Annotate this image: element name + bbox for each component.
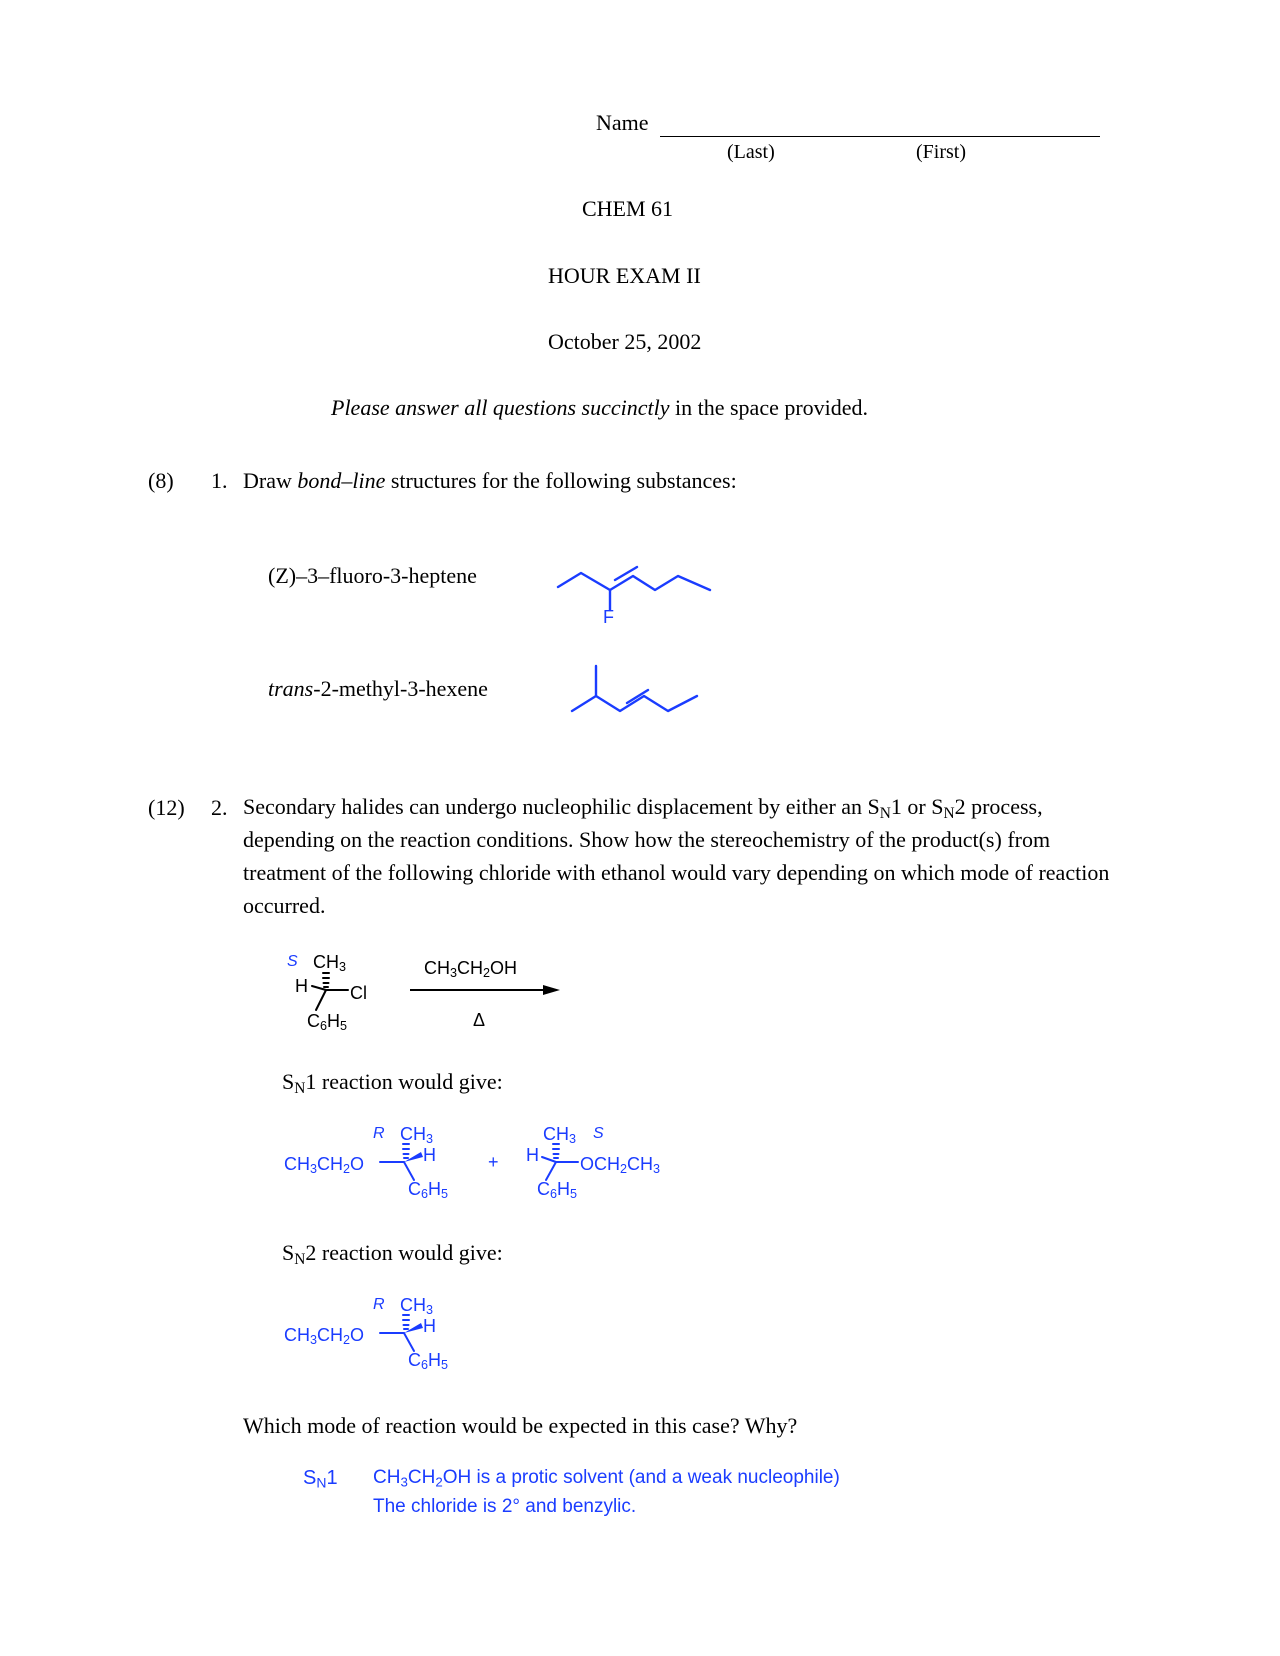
- sn1-label: $S_N1$ reaction would give:: [282, 1069, 503, 1097]
- q1-prompt-c: structures for the following substances:: [385, 468, 737, 493]
- q2-points: (12): [148, 795, 185, 820]
- plus-sign: +: [488, 1152, 499, 1172]
- course-title: CHEM 61: [582, 196, 674, 221]
- last-name-caption: (Last): [727, 141, 775, 163]
- sn1-product-s-config: S: [593, 1125, 604, 1142]
- sn1-product-r-config: R: [373, 1125, 385, 1142]
- q1-number: 1.: [211, 468, 228, 493]
- sn1-product-s-right: $OCH_2CH_3$: [580, 1154, 661, 1177]
- q2-sub-n1: N: [879, 804, 891, 822]
- answer-line-2: The chloride is 2° and benzylic.: [373, 1496, 637, 1517]
- reactant-bottom: $C_6H_5$: [307, 1011, 348, 1034]
- q2-prompt-c: 2 process, depending on the reaction conditions. Show how the stereochemistry of the product(s) from treatment of the following chloride with ethanol would vary depending on which mode of reaction occurred.: [243, 794, 1110, 918]
- q2-prompt-b: 1 or S: [890, 794, 944, 819]
- q2-sub-n2: N: [943, 804, 955, 822]
- q1-item-hexene-italic: trans: [268, 676, 314, 701]
- sn1-product-r-bottom: $C_6H_5$: [408, 1179, 449, 1202]
- sn2-product-r-bottom: $C_6H_5$: [408, 1350, 449, 1373]
- sn2-product-r-config: R: [373, 1296, 385, 1313]
- q2-prompt-a: Secondary halides can undergo nucleophilic displacement by either an S: [243, 794, 880, 819]
- answer-line-1: $CH_3CH_2OH$ is a protic solvent (and a weak nucleophile): [373, 1467, 840, 1490]
- q1-item-hexene-rest: -2-methyl-3-hexene: [313, 676, 488, 701]
- reactant-cl: Cl: [350, 983, 367, 1003]
- heat-symbol: Δ: [473, 1010, 486, 1030]
- instructions-rest: in the space provided.: [669, 395, 869, 420]
- answer-mode: $S_N1$: [303, 1467, 338, 1491]
- sn1-product-r-top: $CH_3$: [400, 1124, 434, 1147]
- q2-number: 2.: [211, 795, 228, 820]
- exam-date: October 25, 2002: [548, 329, 702, 354]
- q1-item-heptene: (Z)–3–fluoro-3-heptene: [268, 563, 477, 588]
- sn1-product-s-bottom: $C_6H_5$: [537, 1179, 578, 1202]
- sn2-product-r-left: $CH_3CH_2O$: [284, 1325, 365, 1348]
- reactant-top: $CH_3$: [313, 952, 347, 975]
- instructions-emphasis: Please answer all questions succinctly: [331, 395, 670, 420]
- sn2-product-r-h: H: [423, 1316, 436, 1336]
- sn1-product-s-top: $CH_3$: [543, 1124, 577, 1147]
- first-name-caption: (First): [916, 141, 966, 163]
- q2-followup-question: Which mode of reaction would be expected in this case? Why?: [243, 1413, 798, 1438]
- q1-points: (8): [148, 468, 174, 493]
- reactant-h: H: [295, 976, 308, 996]
- sn1-product-s-h: H: [526, 1145, 539, 1165]
- name-label: Name: [596, 110, 649, 135]
- reagent-ethanol: $CH_3CH_2OH$: [424, 958, 518, 981]
- q1-prompt-a: Draw: [243, 468, 298, 493]
- q1-prompt-b: bond–line: [297, 468, 386, 493]
- reactant-config: S: [287, 953, 298, 970]
- sn1-product-r-h: H: [423, 1145, 436, 1165]
- sn1-product-r-left: $CH_3CH_2O$: [284, 1154, 365, 1177]
- sn2-product-r-top: $CH_3$: [400, 1295, 434, 1318]
- exam-title: HOUR EXAM II: [548, 263, 701, 288]
- heptene-fluorine: F: [603, 607, 614, 627]
- sn2-label: $S_N2$ reaction would give:: [282, 1240, 503, 1268]
